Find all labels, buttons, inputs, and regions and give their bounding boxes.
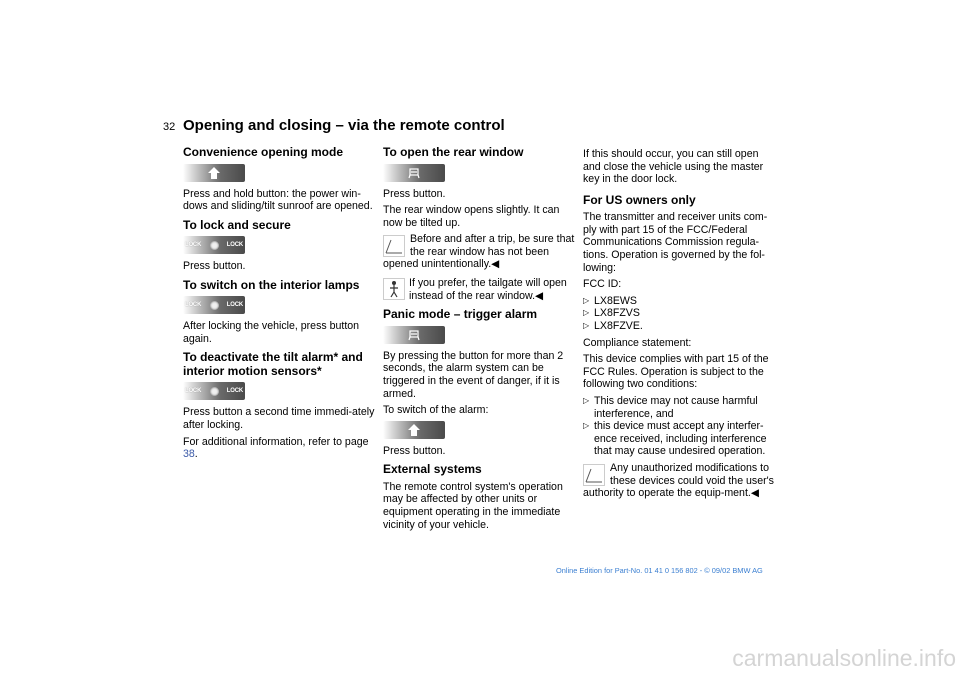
- panic-text: By pressing the button for more than 2 seconds, the alarm system can be triggered in the event of danger, if it is armed.: [383, 349, 564, 400]
- fcc-id-list: [583, 295, 775, 333]
- compliance-label: Compliance statement:: [583, 336, 692, 349]
- panic-heading: Panic mode – trigger alarm: [383, 307, 538, 322]
- rear-text-2: The rear window opens slightly. It can now be tilted up.: [383, 204, 560, 229]
- footer-edition: Online Edition for Part-No. 01 41 0 156 802 - © 09/02 BMW AG: [556, 566, 763, 575]
- person-tip-icon: [383, 278, 405, 300]
- tilt-text: Press button a second time immedi-ately after locking.: [183, 406, 375, 432]
- page-link[interactable]: 38: [183, 448, 195, 461]
- conditions-list: [583, 395, 775, 458]
- intro-text: If this should occur, you can still open and close the vehicle using the master key in the door lock.: [583, 148, 764, 186]
- additional-info: For additional information, refer to page 38.: [183, 435, 369, 461]
- fcc-label: FCC ID:: [583, 278, 622, 291]
- tilt-heading: To deactivate the tilt alarm* and interior motion sensors*: [183, 350, 363, 378]
- lock-text: Press button.: [183, 260, 246, 273]
- house-arrow-icon: [383, 421, 445, 439]
- caution-note: Before and after a trip, be sure that the rear window has not been opened unintentionally.◀: [383, 233, 575, 271]
- switch-off-text: To switch of the alarm:: [383, 404, 489, 417]
- compliance-text: This device complies with part 15 of the FCC Rules. Operation is subject to the following two conditions:: [583, 353, 769, 391]
- lock-button-icon: LOCK LOCK: [183, 236, 245, 254]
- convenience-text: Press and hold button: the power win-dows and sliding/tilt sunroof are opened.: [183, 187, 373, 213]
- list-item: ▷ LX8EWS: [583, 295, 775, 308]
- caution-note: Any unauthorized modifications to these devices could void the user's authority to operate the equip-ment.◀: [583, 461, 774, 500]
- car-rear-icon: [383, 326, 445, 344]
- column-2: [383, 146, 575, 535]
- caution-icon: [383, 235, 405, 257]
- column-3: [583, 148, 775, 506]
- rear-text-1: Press button.: [383, 187, 446, 200]
- page-title: Opening and closing – via the remote control: [183, 117, 505, 134]
- us-text: The transmitter and receiver units com-ply with part 15 of the FCC/Federal Communications Commission regula-tions. Operation is governed by the fol-lowing:: [583, 211, 768, 274]
- list-item: ▷ this device must accept any interfer-ence received, including interference that may cause undesired operation.: [583, 420, 775, 458]
- lock-heading: To lock and secure: [183, 217, 291, 232]
- list-item: ▷ This device may not cause harmful interference, and: [583, 395, 775, 420]
- list-item: ▷ LX8FZVS: [583, 307, 775, 320]
- convenience-heading: Convenience opening mode: [183, 145, 344, 159]
- watermark: carmanualsonline.info: [732, 645, 956, 671]
- us-heading: For US owners only: [583, 192, 696, 207]
- external-heading: External systems: [383, 462, 482, 477]
- interior-heading: To switch on the interior lamps: [183, 277, 360, 292]
- lock-button-icon: LOCK LOCK: [183, 296, 245, 314]
- lock-button-icon: LOCK LOCK: [183, 382, 245, 400]
- rear-window-heading: To open the rear window: [383, 145, 524, 159]
- caution-icon: [583, 464, 605, 486]
- press-text: Press button.: [383, 444, 446, 457]
- list-item: ▷ LX8FZVE.: [583, 320, 775, 333]
- page-number: 32: [163, 121, 176, 133]
- unlock-button-icon: [183, 164, 245, 182]
- external-text: The remote control system's operation may be affected by other units or equipment operating in the immediate vicinity of your vehicle.: [383, 480, 563, 531]
- car-rear-icon: [383, 164, 445, 182]
- interior-text: After locking the vehicle, press button again.: [183, 320, 360, 345]
- column-1: [183, 146, 375, 465]
- tip-note: If you prefer, the tailgate will open instead of the rear window.◀: [383, 277, 575, 302]
